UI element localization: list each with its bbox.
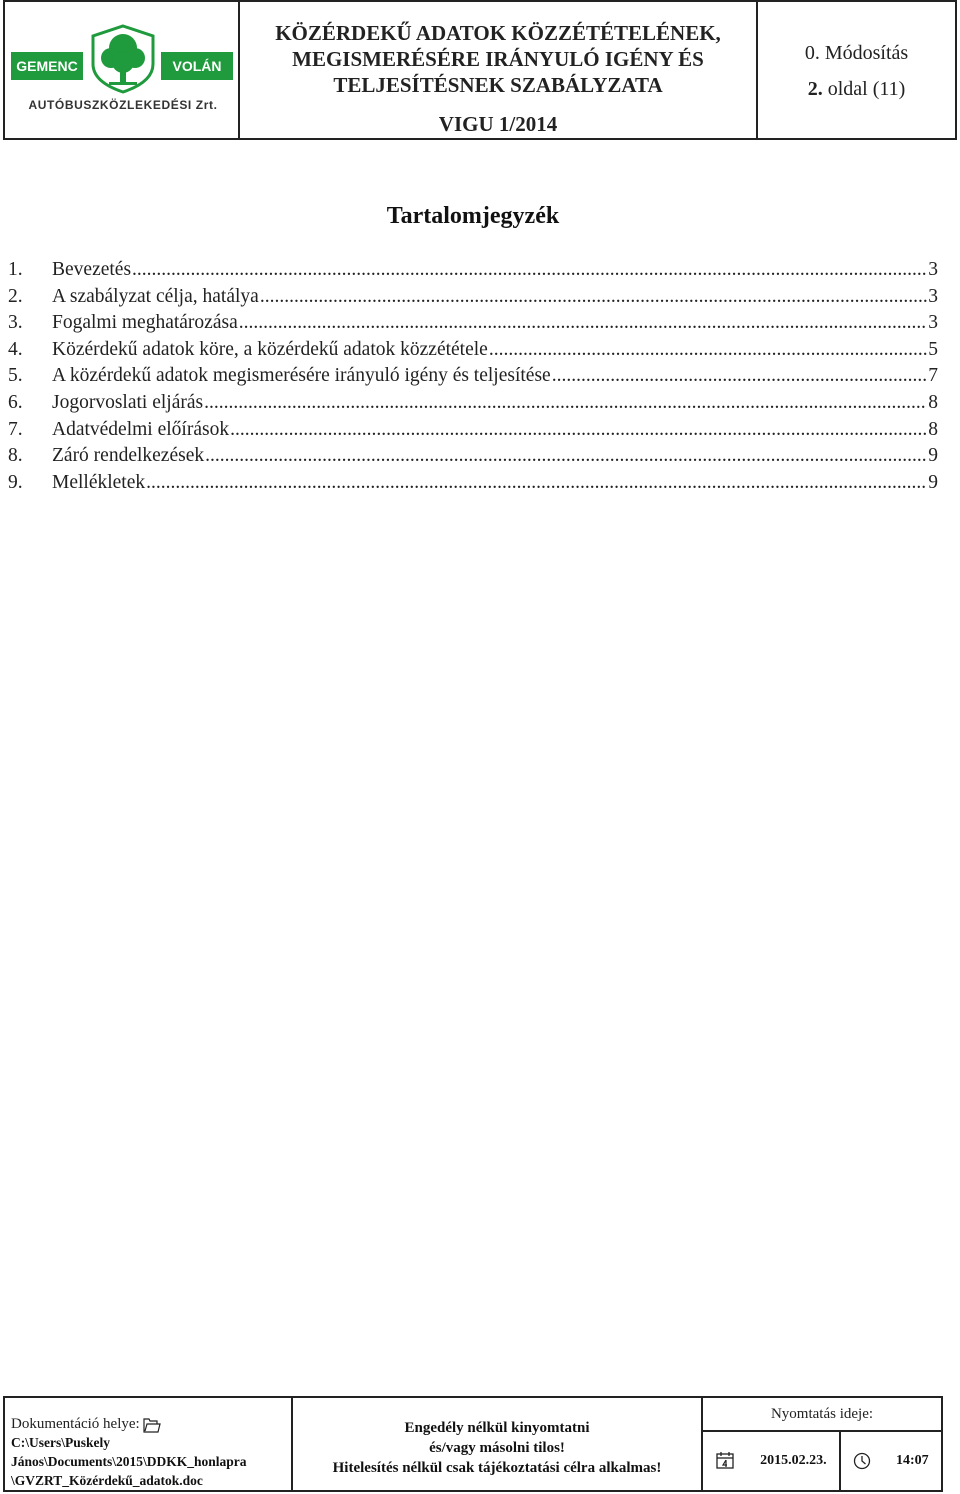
toc-item-number: 4. xyxy=(8,338,23,360)
toc-item-text: A szabályzat célja, hatálya xyxy=(52,285,259,307)
toc-item-text: Záró rendelkezések xyxy=(52,445,205,467)
page-footer xyxy=(3,1396,943,1492)
toc-item-text: Mellékletek xyxy=(52,471,146,493)
toc-item[interactable] xyxy=(8,339,938,366)
document-title-cell xyxy=(240,2,758,138)
toc-item-text: Fogalmi meghatározása xyxy=(52,312,238,334)
toc-item-page: 3 xyxy=(928,259,938,280)
print-time-cell xyxy=(703,1398,941,1490)
page-count: oldal (11) xyxy=(822,78,906,100)
page-header xyxy=(3,0,957,140)
toc-item-text: Adatvédelmi előírások xyxy=(52,418,230,440)
logo-right-label: VOLÁN xyxy=(161,52,233,80)
notice-line-2: és/vagy másolni tilos! xyxy=(429,1440,565,1456)
toc-leader xyxy=(204,392,927,414)
toc-item-number: 5. xyxy=(8,365,23,387)
toc-item-text: A közérdekű adatok megismerésére irányuló igény és teljesítése xyxy=(52,365,551,387)
print-time-label: Nyomtatás ideje: xyxy=(703,1398,941,1432)
toc-item-page: 3 xyxy=(928,285,938,307)
toc-item[interactable] xyxy=(8,472,938,499)
file-path-line-3: \GVZRT_Közérdekű_adatok.doc xyxy=(11,1473,203,1488)
toc-item-page: 8 xyxy=(928,418,938,440)
toc-item-number: 9. xyxy=(8,471,23,493)
revision-cell xyxy=(758,2,955,138)
toc-item-page: 7 xyxy=(928,365,938,387)
clock-icon xyxy=(853,1452,871,1470)
toc-item[interactable] xyxy=(8,259,938,286)
tree-logo-icon xyxy=(87,24,159,94)
page-number: 2. xyxy=(807,78,823,100)
toc-item-number: 3. xyxy=(8,312,23,334)
toc-leader xyxy=(230,419,927,441)
documentation-location-cell xyxy=(5,1398,293,1490)
print-date-cell xyxy=(703,1432,841,1490)
toc-item-number: 8. xyxy=(8,445,23,467)
toc-leader xyxy=(489,339,927,361)
toc-leader xyxy=(205,445,927,467)
notice-line-1: Engedély nélkül kinyomtatni xyxy=(404,1420,590,1436)
toc-item-number: 1. xyxy=(8,259,23,280)
toc-item-text: Közérdekű adatok köre, a közérdekű adatok közzététele xyxy=(52,338,488,360)
page-indicator xyxy=(758,78,955,101)
copy-notice-cell xyxy=(293,1398,703,1490)
documentation-location-label: Dokumentáció helye: xyxy=(11,1416,140,1432)
calendar-icon xyxy=(715,1452,735,1470)
toc-item-page: 5 xyxy=(928,338,938,360)
toc-leader xyxy=(552,365,928,387)
title-line-3: TELJESÍTÉSNEK SZABÁLYZATA xyxy=(333,73,663,97)
toc-item-number: 6. xyxy=(8,391,23,413)
document-code: VIGU 1/2014 xyxy=(438,112,558,136)
file-path-line-2: János\Documents\2015\DDKK_honlapra xyxy=(11,1454,247,1469)
toc-item[interactable] xyxy=(8,312,938,339)
toc-item-text: Jogorvoslati eljárás xyxy=(52,391,204,413)
logo-subtitle: AUTÓBUSZKÖZLEKEDÉSI Zrt. xyxy=(28,98,218,112)
toc-item[interactable] xyxy=(8,445,938,472)
toc-leader xyxy=(132,259,927,281)
toc-item-page: 8 xyxy=(928,391,938,413)
file-path-line-1: C:\Users\Puskely xyxy=(11,1435,110,1450)
toc-item-number: 7. xyxy=(8,418,23,440)
table-of-contents xyxy=(8,259,938,498)
folder-icon xyxy=(143,1417,161,1433)
toc-item-text: Bevezetés xyxy=(52,259,132,280)
toc-leader xyxy=(239,312,928,334)
title-line-2: MEGISMERÉSÉRE IRÁNYULÓ IGÉNY ÉS xyxy=(292,47,704,71)
toc-leader xyxy=(146,472,927,494)
toc-item-page: 3 xyxy=(928,312,938,334)
toc-item[interactable] xyxy=(8,392,938,419)
toc-item-page: 9 xyxy=(928,445,938,467)
toc-item[interactable] xyxy=(8,365,938,392)
toc-item[interactable] xyxy=(8,419,938,446)
company-logo xyxy=(5,2,240,138)
toc-item-number: 2. xyxy=(8,285,23,307)
print-time: 14:07 xyxy=(895,1453,929,1468)
toc-leader xyxy=(260,286,927,308)
print-date: 2015.02.23. xyxy=(760,1453,827,1468)
notice-line-3: Hitelesítés nélkül csak tájékoztatási célra alkalmas! xyxy=(332,1460,662,1476)
toc-item[interactable] xyxy=(8,286,938,313)
print-time-value-cell xyxy=(841,1432,941,1490)
title-line-1: KÖZÉRDEKŰ ADATOK KÖZZÉTÉTELÉNEK, xyxy=(275,21,721,45)
toc-item-page: 9 xyxy=(928,471,938,493)
toc-heading: Tartalomjegyzék xyxy=(386,203,560,229)
revision-label: 0. Módosítás xyxy=(804,42,909,64)
logo-left-label: GEMENC xyxy=(11,52,83,80)
